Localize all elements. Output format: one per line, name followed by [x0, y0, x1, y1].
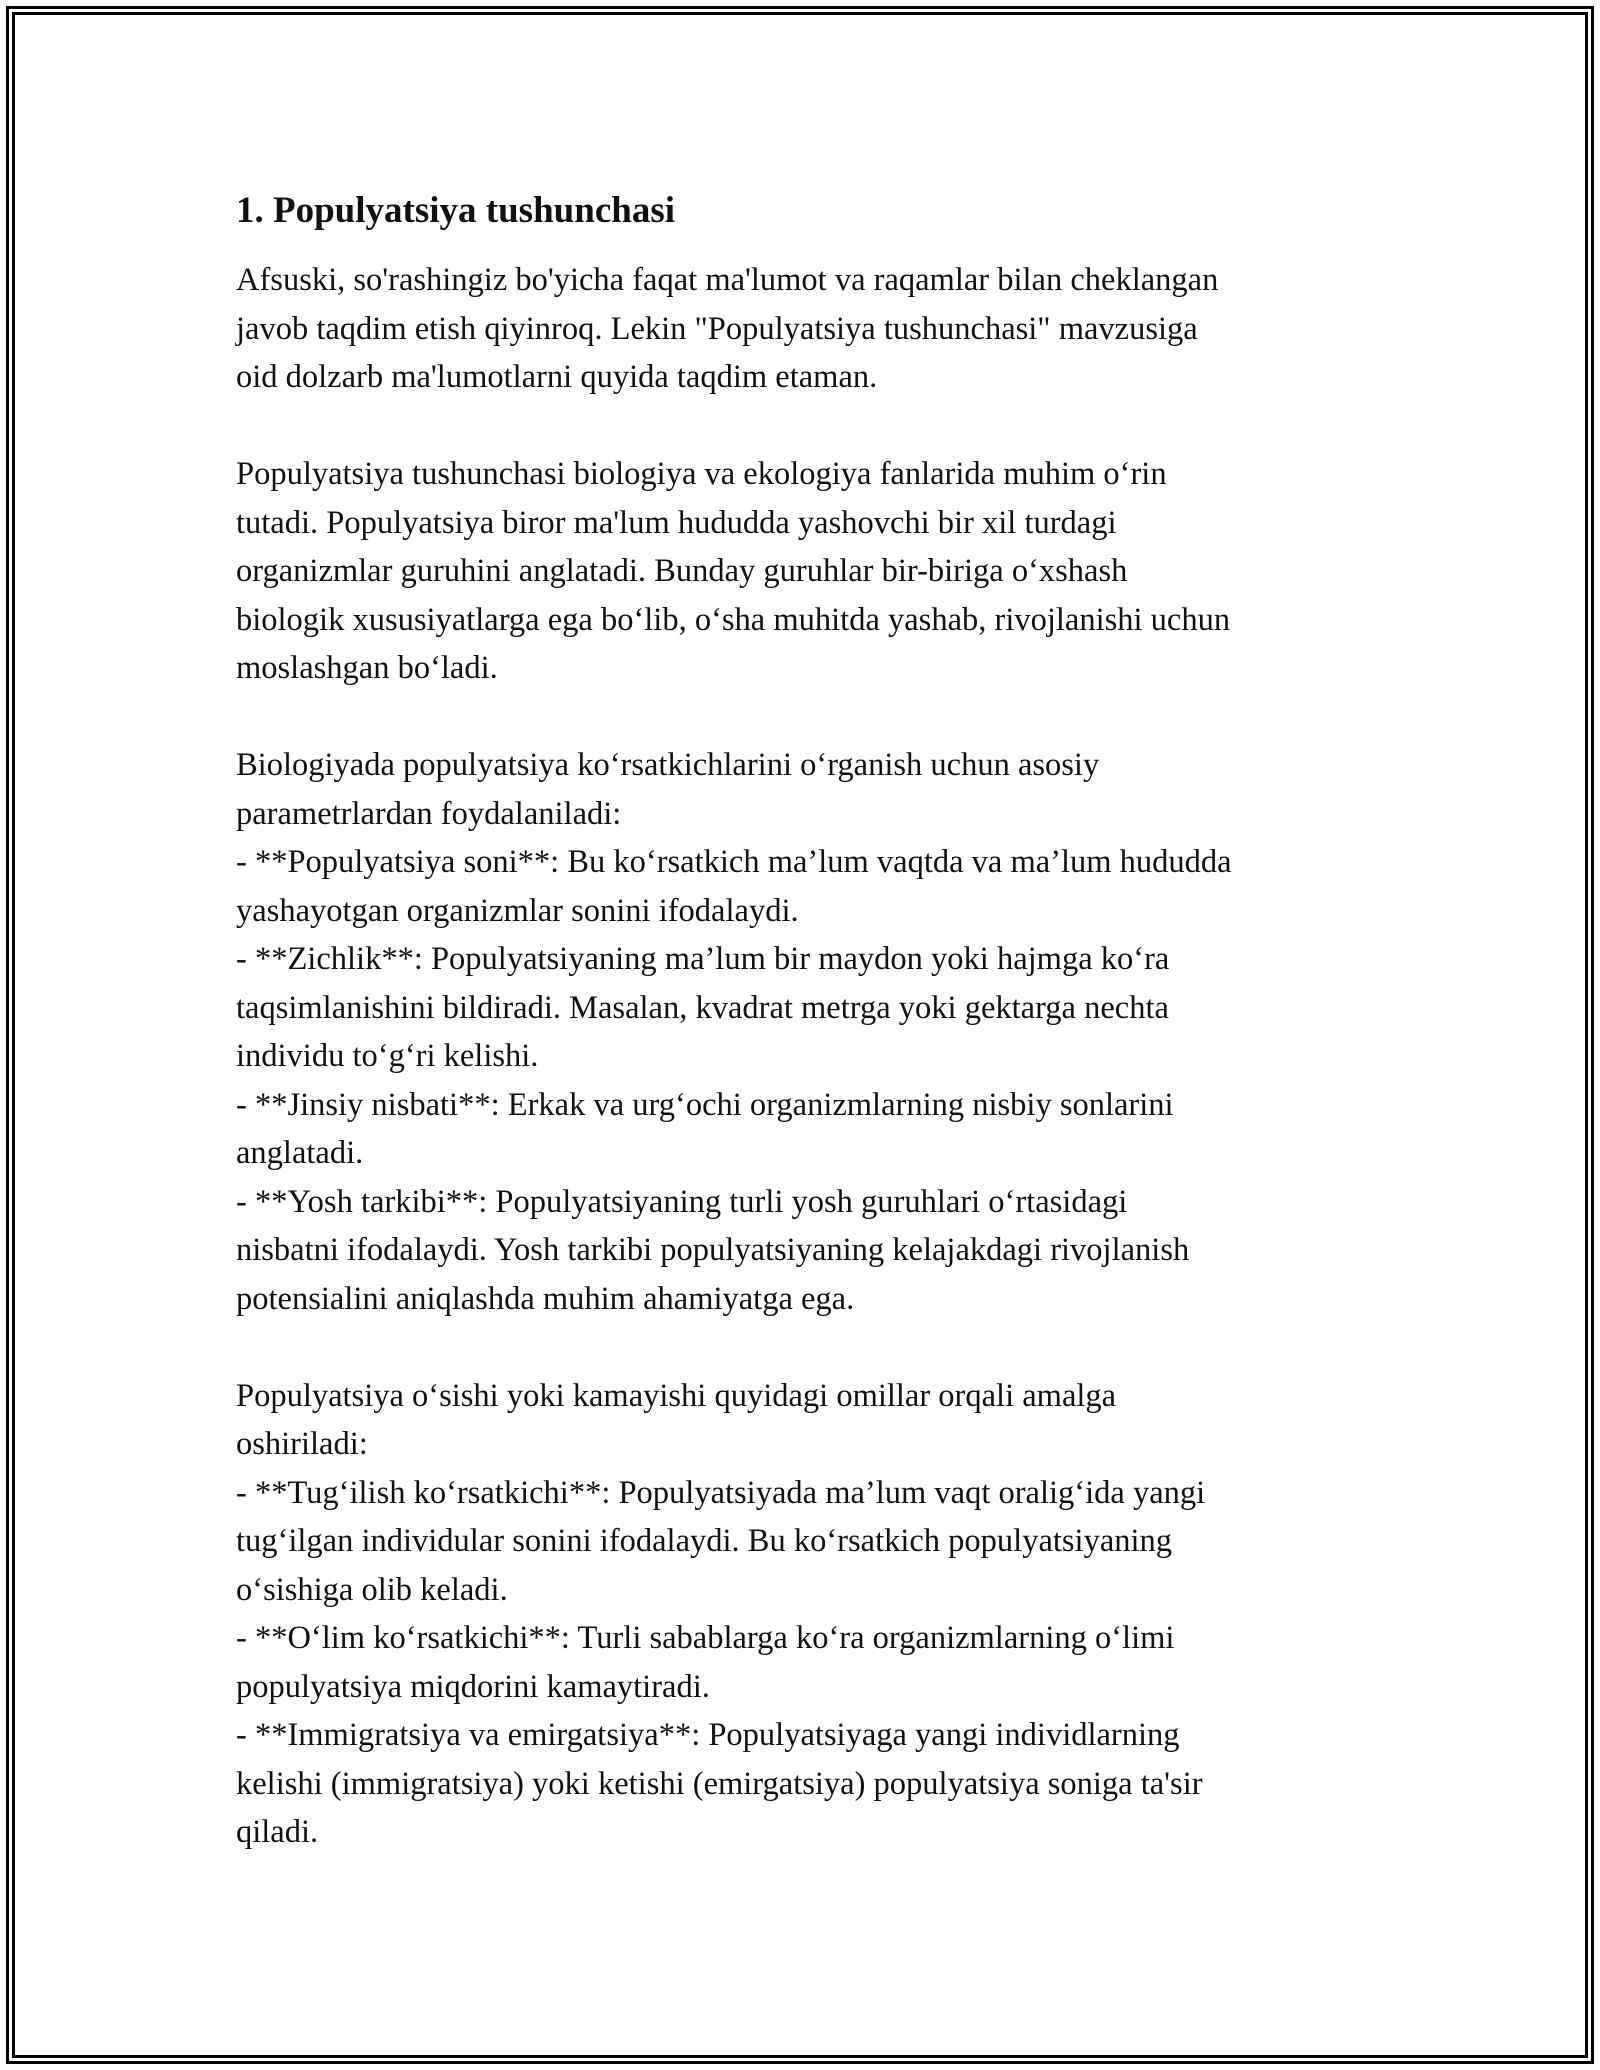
- document-title: 1. Populyatsiya tushunchasi: [236, 190, 675, 231]
- list-item-line: - **Jinsiy nisbati**: Erkak va urg‘ochi organizmlarning nisbiy sonlarini: [236, 1086, 1174, 1123]
- text-line: taqsimlanishini bildiradi. Masalan, kvadrat metrga yoki gektarga nechta: [236, 989, 1169, 1026]
- list-item-line: - **Zichlik**: Populyatsiyaning ma’lum bir maydon yoki hajmga ko‘ra: [236, 941, 1170, 977]
- paragraph-definition: [236, 450, 1416, 693]
- text-line: nisbatni ifodalaydi. Yosh tarkibi populyatsiyaning kelajakdagi rivojlanish: [236, 1232, 1190, 1268]
- text-line: Populyatsiya tushunchasi biologiya va ekologiya fanlarida muhim o‘rin: [236, 456, 1167, 492]
- text-line: potensialini aniqlashda muhim ahamiyatga ega.: [236, 1280, 855, 1317]
- list-item-line: - **Populyatsiya soni**: Bu ko‘rsatkich ma’lum vaqtda va ma’lum hududda: [236, 844, 1232, 880]
- text-line: tug‘ilgan individular sonini ifodalaydi. Bu ko‘rsatkich populyatsiyaning: [236, 1523, 1173, 1559]
- text-line: moslashgan bo‘ladi.: [236, 650, 498, 686]
- list-item-line: - **Immigratsiya va emirgatsiya**: Populyatsiyaga yangi individlarning: [236, 1717, 1180, 1753]
- text-line: individu to‘g‘ri kelishi.: [236, 1038, 539, 1074]
- text-line: organizmlar guruhini anglatadi. Bunday guruhlar bir-biriga o‘xshash: [236, 553, 1128, 589]
- text-line: anglatadi.: [236, 1135, 364, 1171]
- text-line: qiladi.: [236, 1814, 319, 1850]
- text-line: Afsuski, so'rashingiz bo'yicha faqat ma'lumot va raqamlar bilan cheklangan: [236, 262, 1219, 298]
- paragraph-intro: [236, 256, 1416, 402]
- paragraph-parameters: [236, 741, 1416, 1323]
- text-line: yashayotgan organizmlar sonini ifodalaydi.: [236, 892, 799, 929]
- text-line: biologik xususiyatlarga ega bo‘lib, o‘sha muhitda yashab, rivojlanishi uchun: [236, 601, 1231, 638]
- text-line: parametrlardan foydalaniladi:: [236, 795, 622, 832]
- paragraph-growth-factors: [236, 1372, 1416, 1857]
- text-line: oshiriladi:: [236, 1426, 368, 1462]
- list-item-line: - **Tug‘ilish ko‘rsatkichi**: Populyatsiyada ma’lum vaqt oralig‘ida yangi: [236, 1474, 1206, 1511]
- text-line: kelishi (immigratsiya) yoki ketishi (emirgatsiya) populyatsiya soniga ta'sir: [236, 1765, 1203, 1802]
- text-line: Populyatsiya o‘sishi yoki kamayishi quyidagi omillar orqali amalga: [236, 1377, 1117, 1414]
- text-line: javob taqdim etish qiyinroq. Lekin "Populyatsiya tushunchasi" mavzusiga: [236, 310, 1198, 347]
- list-item-line: - **Yosh tarkibi**: Populyatsiyaning turli yosh guruhlari o‘rtasidagi: [236, 1183, 1128, 1220]
- document-body: [236, 186, 1416, 1905]
- text-line: populyatsiya miqdorini kamaytiradi.: [236, 1668, 710, 1705]
- text-line: Biologiyada populyatsiya ko‘rsatkichlarini o‘rganish uchun asosiy: [236, 747, 1100, 783]
- text-line: tutadi. Populyatsiya biror ma'lum hududda yashovchi bir xil turdagi: [236, 504, 1117, 541]
- text-line: o‘sishiga olib keladi.: [236, 1571, 508, 1608]
- list-item-line: - **O‘lim ko‘rsatkichi**: Turli sabablarga ko‘ra organizmlarning o‘limi: [236, 1620, 1175, 1656]
- text-line: oid dolzarb ma'lumotlarni quyida taqdim etaman.: [236, 359, 878, 395]
